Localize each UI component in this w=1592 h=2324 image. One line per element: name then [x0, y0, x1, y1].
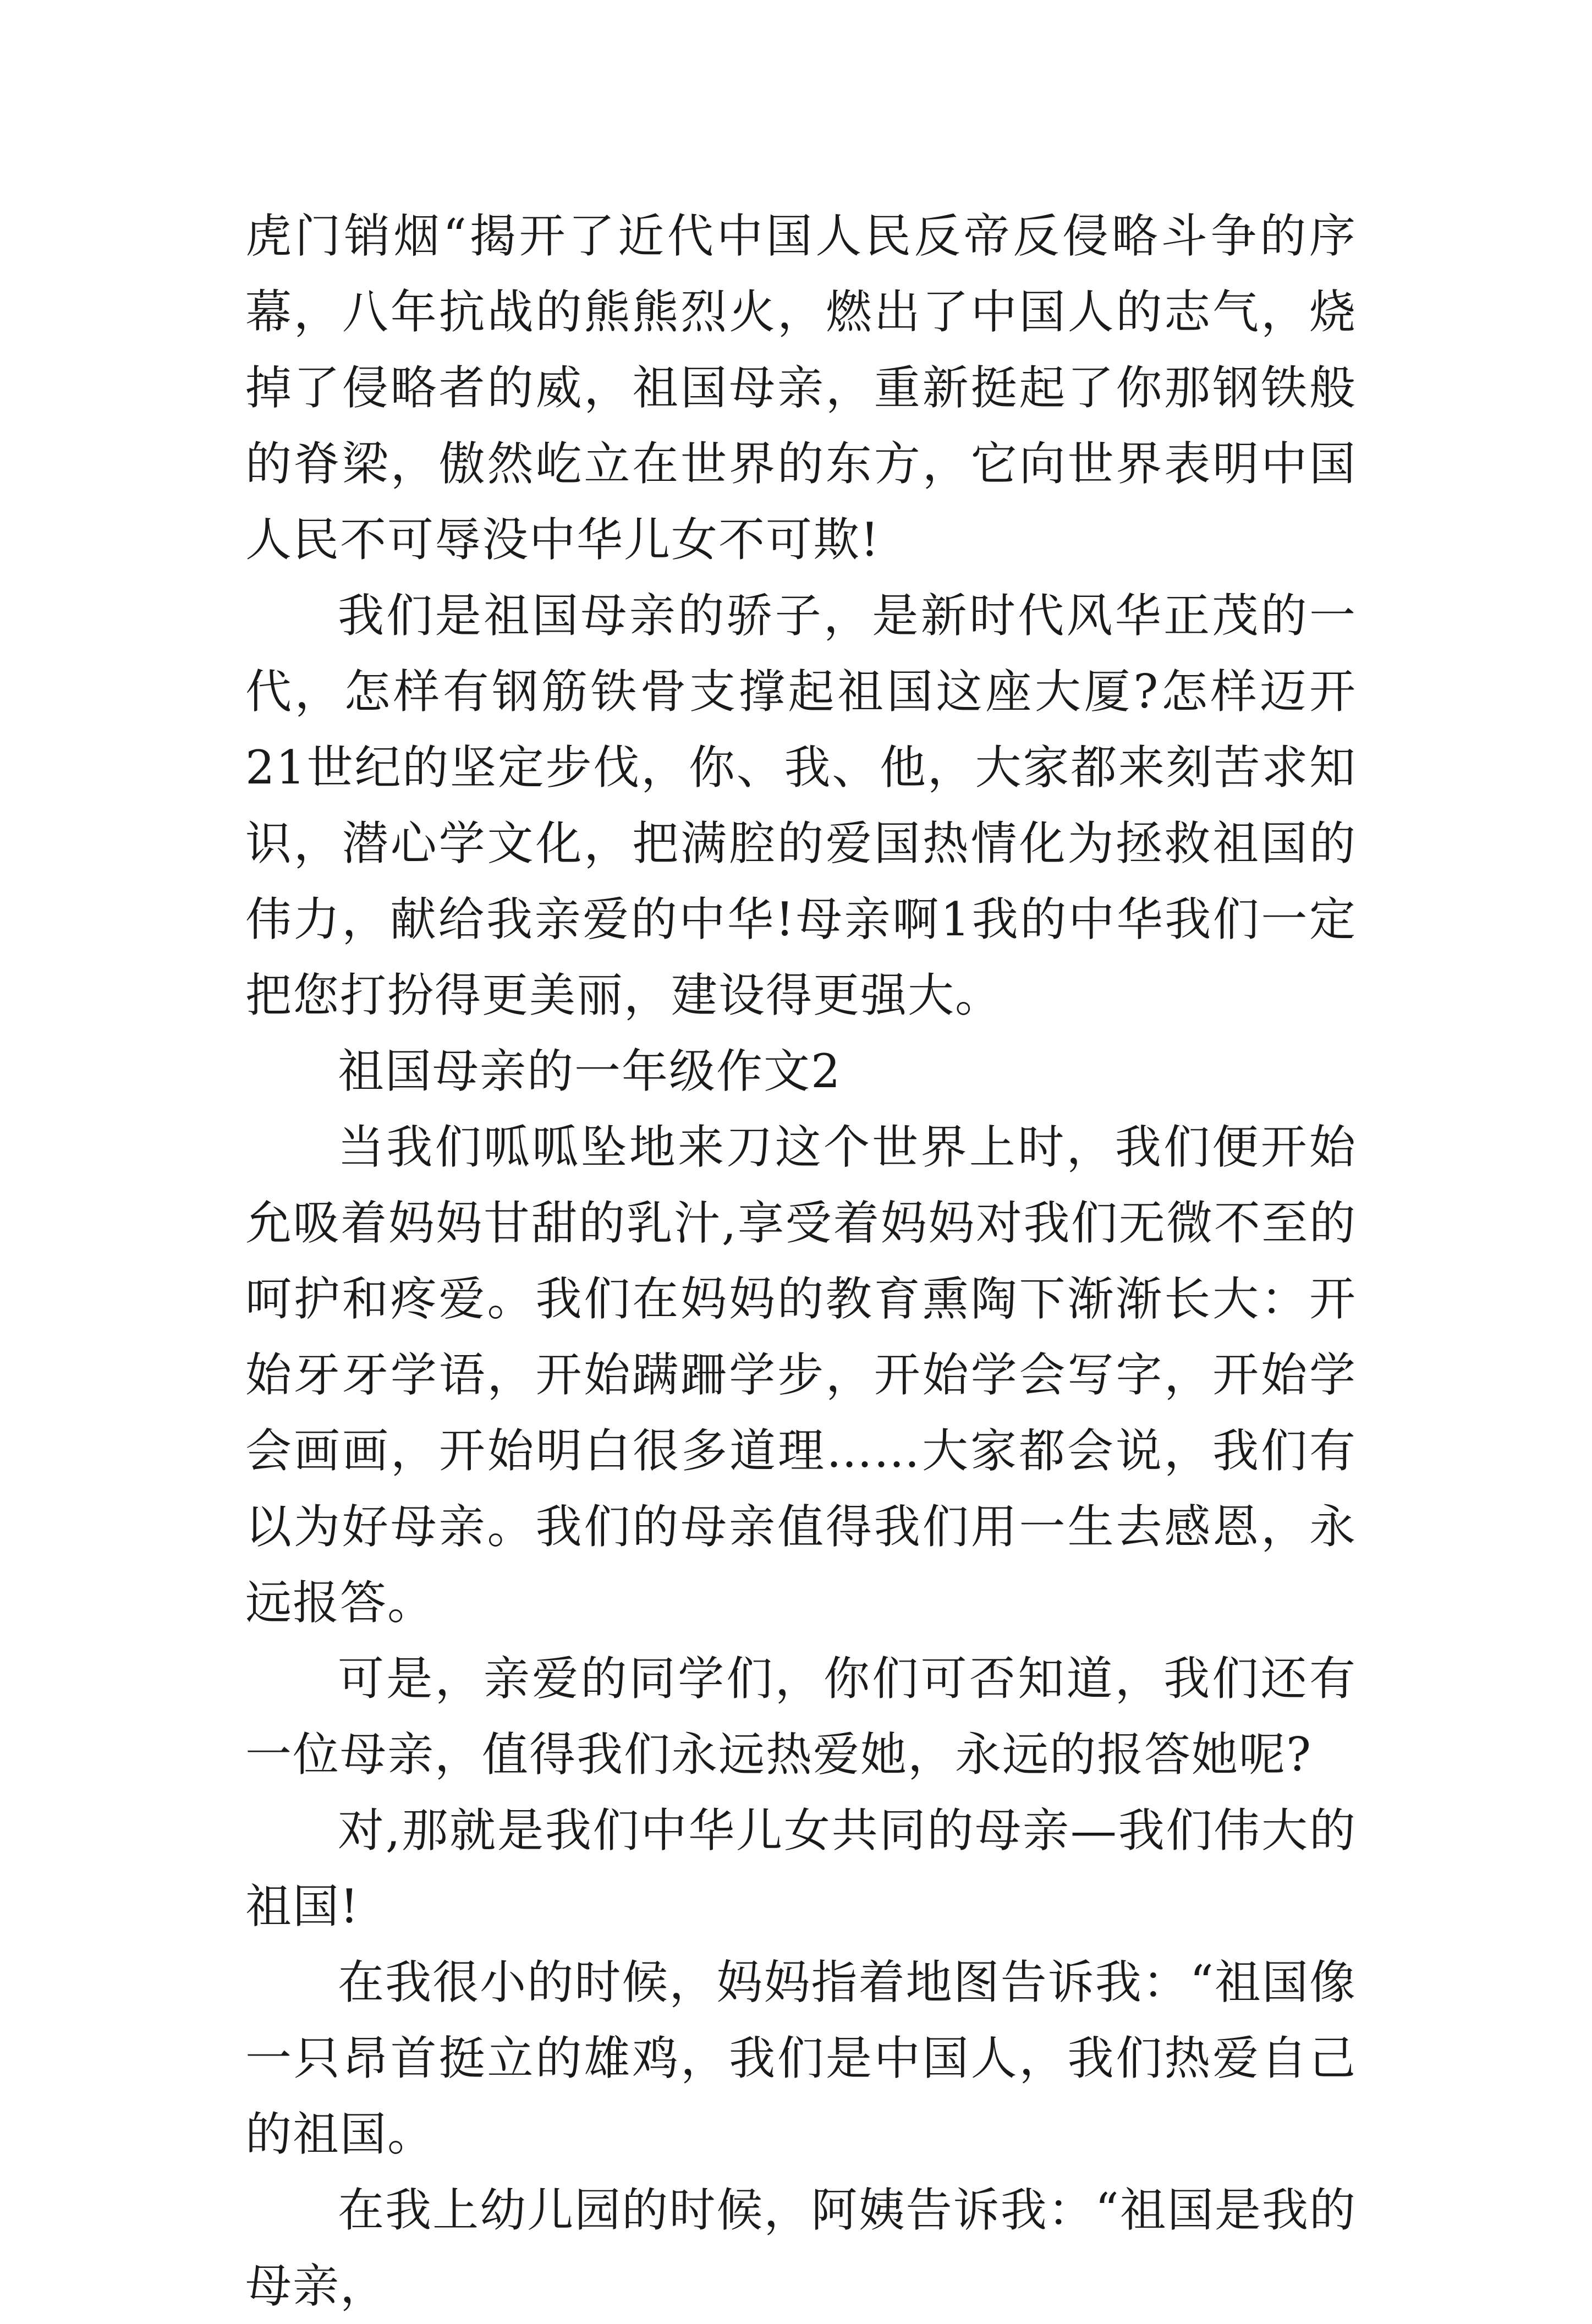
document-body	[245, 198, 1357, 2324]
paragraph-3: 当我们呱呱坠地来刀这个世界上时，我们便开始允吸着妈妈甘甜的乳汁,享受着妈妈对我们无微不至的呵护和疼爱。我们在妈妈的教育熏陶下渐渐长大：开始牙牙学语，开始蹒跚学步，开始学会写字，开始学会画画，开始明白很多道理……大家都会说，我们有以为好母亲。我们的母亲值得我们用一生去感恩，永远报答。	[245, 1120, 1357, 1630]
paragraph-5: 对,那就是我们中华儿女共同的母亲—我们伟大的祖国!	[245, 1804, 1357, 1933]
paragraph-6: 在我很小的时候，妈妈指着地图告诉我：“祖国像一只昂首挺立的雄鸡，我们是中国人，我们热爱自己的祖国。	[245, 1955, 1357, 2161]
paragraph-2: 我们是祖国母亲的骄子，是新时代风华正茂的一代，怎样有钢筋铁骨支撑起祖国这座大厦?怎样迈开21世纪的坚定步伐，你、我、他，大家都来刻苦求知识，潜心学文化，把满腔的爱国热情化为拯救祖国的伟力，献给我亲爱的中华!母亲啊1我的中华我们一定把您打扮得更美丽，建设得更强大。	[245, 589, 1357, 1022]
section-heading: 祖国母亲的一年级作文2	[338, 1044, 842, 1098]
paragraph-4: 可是，亲爱的同学们，你们可否知道，我们还有一位母亲，值得我们永远热爱她，永远的报答她呢?	[245, 1652, 1357, 1782]
paragraph-1: 虎门销烟“揭开了近代中国人民反帝反侵略斗争的序幕，八年抗战的熊熊烈火，燃出了中国人的志气，烧掉了侵略者的威，祖国母亲，重新挺起了你那钢铁般的脊梁，傲然屹立在世界的东方，它向世界表明中国人民不可辱没中华儿女不可欺!	[245, 209, 1357, 567]
paragraph-7: 在我上幼儿园的时候，阿姨告诉我：“祖国是我的母亲，	[245, 2183, 1357, 2313]
